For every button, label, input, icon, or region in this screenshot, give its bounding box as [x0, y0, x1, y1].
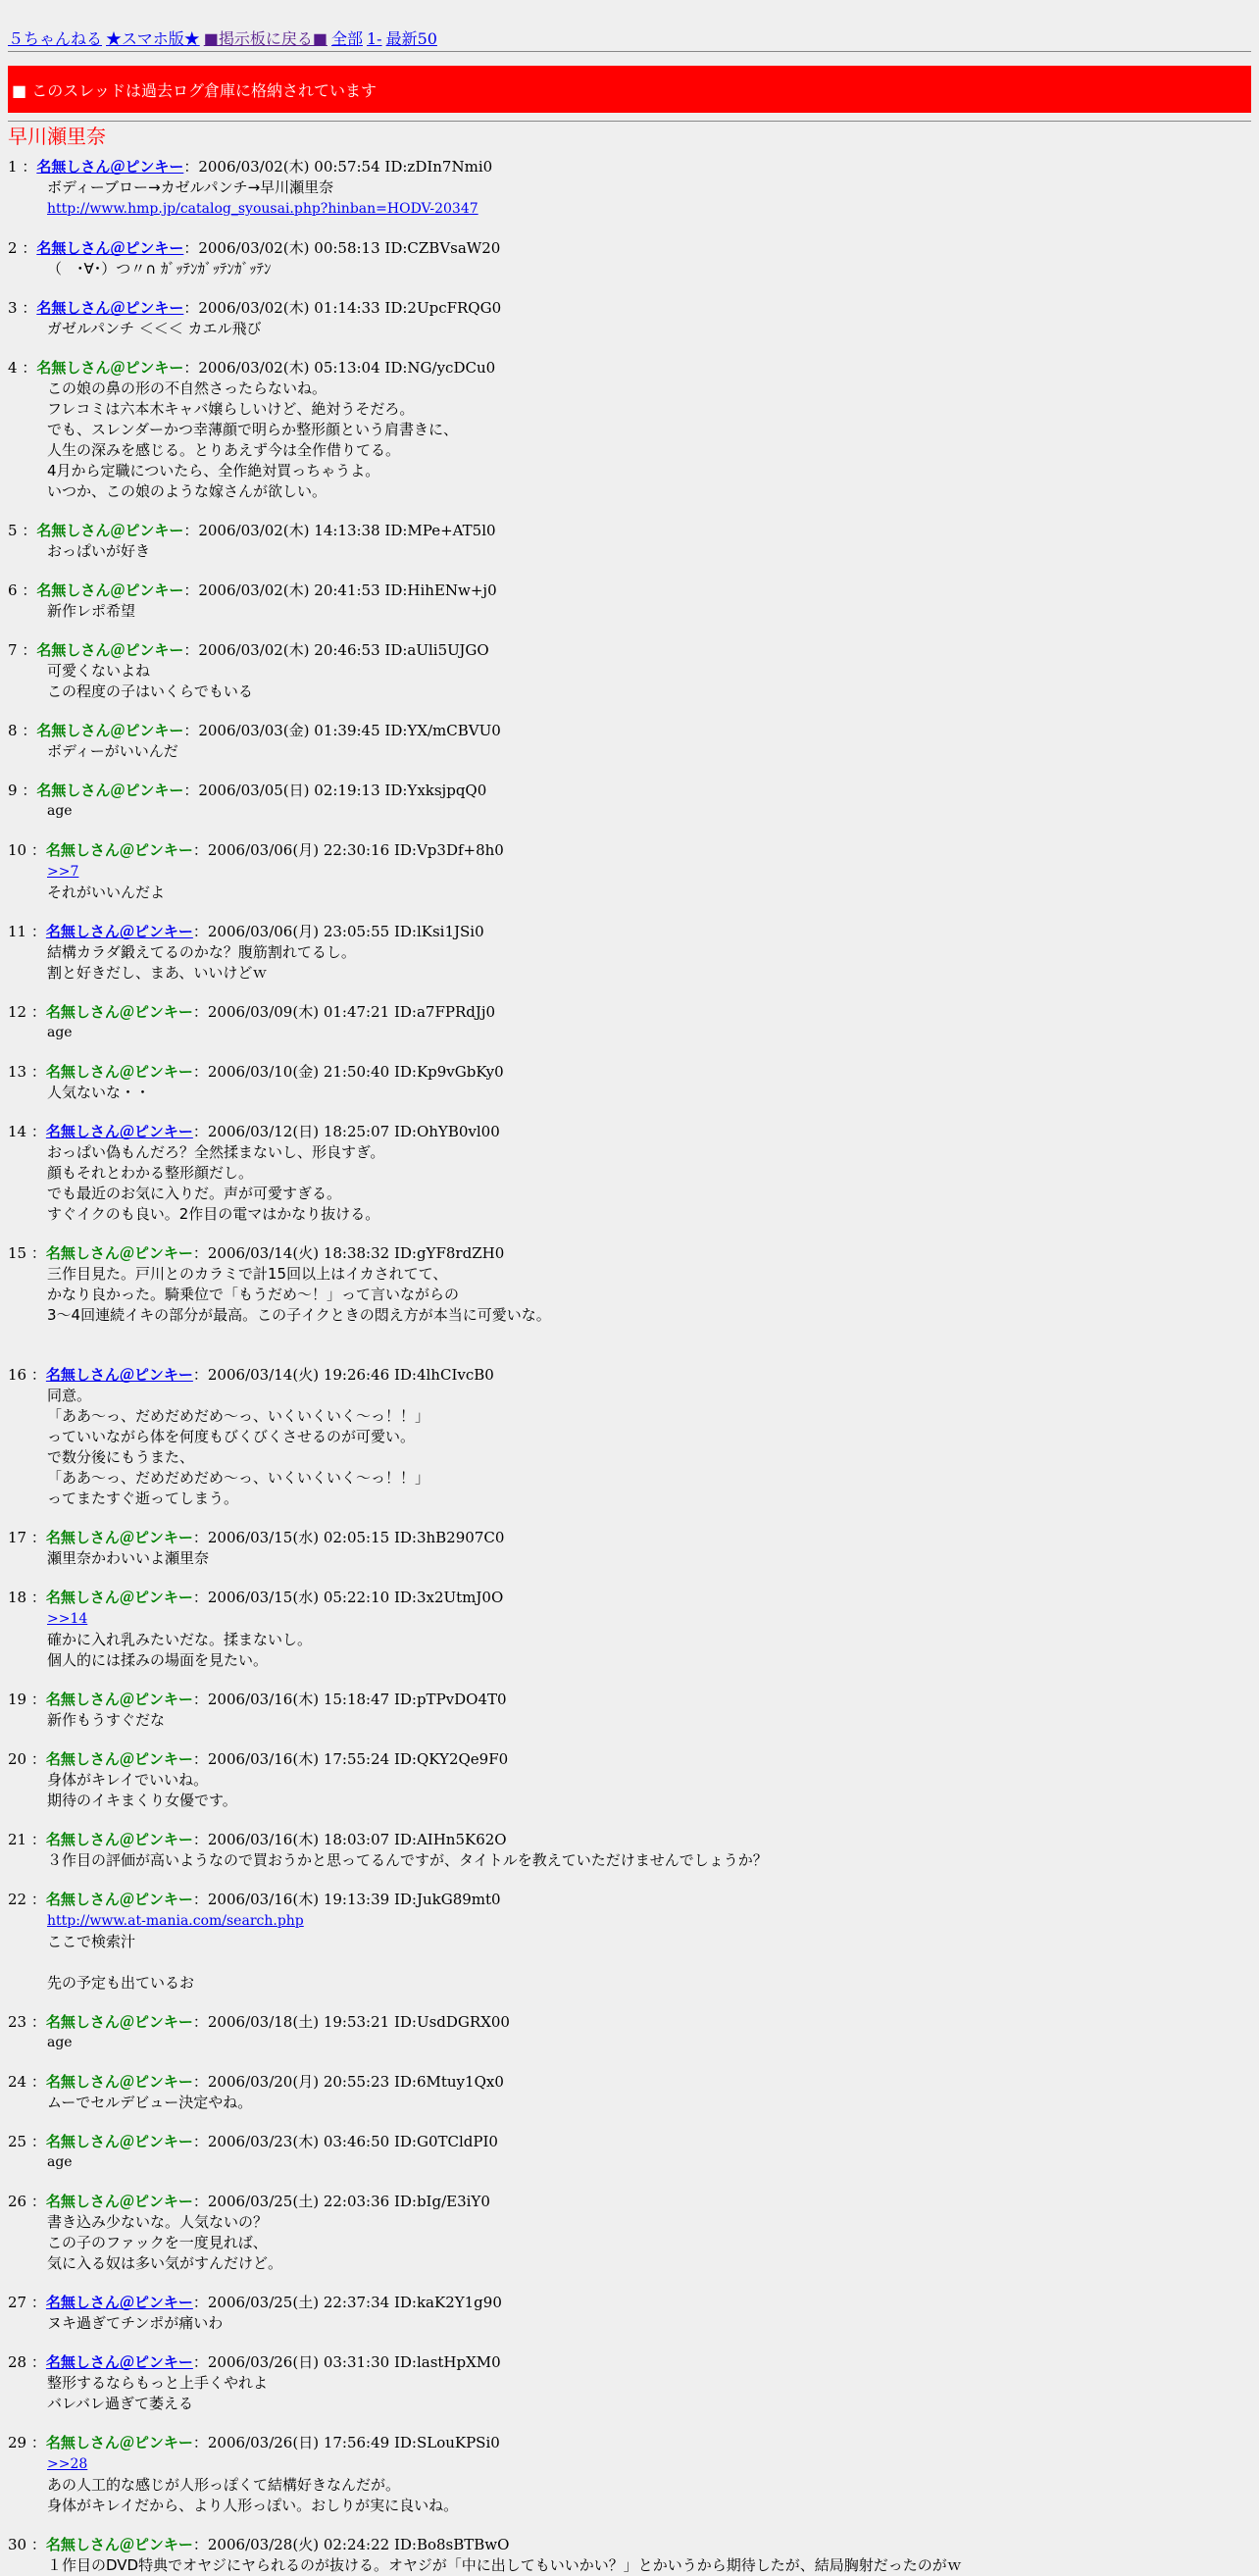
post: [8, 840, 1251, 903]
post-body: [47, 661, 1251, 702]
post-body: [47, 1083, 1251, 1103]
post-meta: ：2006/03/06(月) 23:05:55 ID:lKsi1JSi0: [192, 923, 484, 940]
post-line: age: [47, 2035, 73, 2050]
post-line: 同意。: [47, 1387, 92, 1404]
post-line: 書き込み少ないな。人気ないの？: [47, 2213, 269, 2231]
post-line: [47, 198, 1251, 220]
post-body: [47, 741, 1251, 762]
reply-anchor-link[interactable]: >>28: [47, 2456, 88, 2472]
post-header: 23 ：名無しさん＠ピンキー：2006/03/18(土) 19:53:21 ID:UsdDGRX00: [8, 2013, 510, 2031]
post: [8, 781, 1251, 822]
post-number: 8: [8, 722, 18, 739]
post-number: 13: [8, 1063, 27, 1081]
poster-name: 名無しさん＠ピンキー: [36, 641, 184, 659]
post-meta: ：2006/03/02(木) 20:46:53 ID:aUli5UJGO: [183, 641, 489, 659]
post-header: 15 ：名無しさん＠ピンキー：2006/03/14(火) 18:38:32 ID:gYF8rdZH0: [8, 1244, 505, 1262]
post-number: 24: [8, 2073, 27, 2091]
post-body: [47, 801, 1251, 822]
post-number: 10: [8, 841, 27, 859]
poster-name: 名無しさん＠ピンキー: [36, 522, 184, 539]
post-body: [47, 2453, 1251, 2516]
post-meta: ：2006/03/15(水) 05:22:10 ID:3x2UtmJ0O: [192, 1589, 504, 1606]
post: [8, 2132, 1251, 2173]
post-line: バレバレ過ぎて萎える: [47, 2395, 193, 2412]
post-line: 先の予定も出ているお: [47, 1974, 195, 1992]
post-number: 29: [8, 2434, 27, 2451]
post-header: 12 ：名無しさん＠ピンキー：2006/03/09(木) 01:47:21 ID:a7FPRdJj0: [8, 1003, 496, 1021]
post-number: 16: [8, 1366, 27, 1384]
post-line: 新作もうすぐだな: [47, 1711, 166, 1729]
post-header: 17 ：名無しさん＠ピンキー：2006/03/15(水) 02:05:15 ID:3hB2907C0: [8, 1529, 505, 1546]
poster-name: 名無しさん＠ピンキー: [45, 1891, 193, 1908]
post: [8, 1528, 1251, 1569]
post-meta: ：2006/03/25(土) 22:37:34 ID:kaK2Y1g90: [192, 2294, 502, 2311]
post-header: 22 ：名無しさん＠ピンキー：2006/03/16(木) 19:13:39 ID:JukG89mt0: [8, 1891, 501, 1908]
poster-name[interactable]: 名無しさん＠ピンキー: [36, 158, 184, 176]
post-meta: ：2006/03/14(火) 18:38:32 ID:gYF8rdZH0: [192, 1244, 505, 1262]
post-line: 4月から定職についたら、全作絶対買っちゃうよ。: [47, 462, 380, 480]
poster-name: 名無しさん＠ピンキー: [45, 1244, 193, 1262]
url-link[interactable]: http://www.at-mania.com/search.php: [47, 1913, 304, 1929]
archive-notice-text: ■ このスレッドは過去ログ倉庫に格納されています: [12, 80, 378, 100]
post-header: 3 ：名無しさん＠ピンキー：2006/03/02(木) 01:14:33 ID:2UpcFRQG0: [8, 299, 502, 317]
post-number: 4: [8, 359, 18, 377]
post-line: この子のファックを一度見れば、: [47, 2234, 268, 2251]
post-line: [47, 1910, 1251, 1932]
post-line: age: [47, 2154, 73, 2170]
post-header: 19 ：名無しさん＠ピンキー：2006/03/16(木) 15:18:47 ID:pTPvDO4T0: [8, 1691, 507, 1708]
post-line: すぐイクのも良い。2作目の電マはかなり抜ける。: [47, 1205, 380, 1223]
post: [8, 2293, 1251, 2334]
post-body: [47, 2212, 1251, 2274]
post-number: 19: [8, 1691, 27, 1708]
post-body: [47, 1710, 1251, 1731]
post-line: この程度の子はいくらでもいる: [47, 682, 253, 700]
post: [8, 2433, 1251, 2516]
post: [8, 581, 1251, 622]
post-meta: ：2006/03/02(木) 00:57:54 ID:zDIn7Nmi0: [183, 158, 493, 176]
post-line: [47, 1326, 1251, 1346]
post-line: おっぱいが好き: [47, 542, 151, 560]
reply-anchor-link[interactable]: >>14: [47, 1611, 88, 1627]
post-line: っていいながら体を何度もびくびくさせるのが可愛い。: [47, 1428, 416, 1445]
post-header: 18 ：名無しさん＠ピンキー：2006/03/15(水) 05:22:10 ID:3x2UtmJ0O: [8, 1589, 504, 1606]
post-header: 21 ：名無しさん＠ピンキー：2006/03/16(木) 18:03:07 ID:AIHn5K62O: [8, 1831, 507, 1848]
post-body: [47, 2093, 1251, 2113]
post: [8, 1002, 1251, 1043]
post-line: 整形するならもっと上手くやれよ: [47, 2374, 269, 2392]
post-body: [47, 861, 1251, 903]
post-header: 25 ：名無しさん＠ピンキー：2006/03/23(木) 03:46:50 ID:G0TCldPI0: [8, 2133, 498, 2150]
post-meta: ：2006/03/16(木) 19:13:39 ID:JukG89mt0: [192, 1891, 501, 1908]
post-body: [47, 259, 1251, 279]
poster-name: 名無しさん＠ピンキー: [36, 359, 184, 377]
post-body: [47, 2373, 1251, 2414]
post-number: 25: [8, 2133, 27, 2150]
post-line: 人気ないな・・: [47, 1084, 151, 1101]
post-header: 8 ：名無しさん＠ピンキー：2006/03/03(金) 01:39:45 ID:YX/mCBVU0: [8, 722, 501, 739]
post-body: [47, 319, 1251, 339]
post-body: [47, 1386, 1251, 1509]
post: [8, 157, 1251, 220]
post-meta: ：2006/03/25(土) 22:03:36 ID:bIg/E3iY0: [192, 2193, 490, 2210]
post-meta: ：2006/03/16(木) 15:18:47 ID:pTPvDO4T0: [192, 1691, 507, 1708]
mobile-version-link[interactable]: ★スマホ版★: [106, 29, 200, 48]
post: [8, 1243, 1251, 1346]
post-body: [47, 177, 1251, 220]
divider: [8, 121, 1251, 122]
post-line: かなり良かった。騎乗位で「もうだめ～！」って言いながらの: [47, 1286, 460, 1303]
post-meta: ：2006/03/05(日) 02:19:13 ID:YxksjpqQ0: [183, 782, 487, 799]
poster-name: 名無しさん＠ピンキー: [45, 2073, 193, 2091]
post: [8, 358, 1251, 502]
post-line: [47, 2453, 1251, 2475]
post-number: 17: [8, 1529, 27, 1546]
post-number: 6: [8, 581, 18, 599]
post-number: 30: [8, 2536, 27, 2553]
post: [8, 1062, 1251, 1103]
post: [8, 298, 1251, 339]
post-header: 29 ：名無しさん＠ピンキー：2006/03/26(日) 17:56:49 ID:SLouKPSi0: [8, 2434, 500, 2451]
post-line: [47, 1608, 1251, 1630]
post: [8, 521, 1251, 562]
post-line: ムーでセルデビュー決定やね。: [47, 2094, 253, 2111]
divider: [8, 51, 1251, 52]
post: [8, 2352, 1251, 2414]
post-line: おっぱい偽もんだろ？全然揉まないし、形良すぎ。: [47, 1143, 385, 1161]
post-line: 可愛くないよね: [47, 662, 151, 680]
post: [8, 1122, 1251, 1225]
post-header: 20 ：名無しさん＠ピンキー：2006/03/16(木) 17:55:24 ID:QKY2Qe9F0: [8, 1750, 509, 1768]
post-body: [47, 942, 1251, 984]
top-navigation: [8, 29, 1251, 49]
post-header: 16 ：名無しさん＠ピンキー：2006/03/14(火) 19:26:46 ID:4lhCIvcB0: [8, 1366, 494, 1384]
post-body: [47, 601, 1251, 622]
poster-name: 名無しさん＠ピンキー: [45, 2434, 193, 2451]
show-all-link[interactable]: 全部: [330, 29, 363, 48]
post-number: 5: [8, 522, 18, 539]
post-line: 新作レポ希望: [47, 602, 136, 620]
post-body: [47, 2033, 1251, 2053]
post-number: 26: [8, 2193, 27, 2210]
post-header: 30 ：名無しさん＠ピンキー：2006/03/28(火) 02:24:22 ID:Bo8sBTBwO: [8, 2536, 510, 2553]
post: [8, 2072, 1251, 2113]
post-line: 三作目見た。戸川とのカラミで計15回以上はイカされてて、: [47, 1265, 448, 1283]
post-meta: ：2006/03/02(木) 05:13:04 ID:NG/ycDCu0: [183, 359, 496, 377]
post-body: [47, 1608, 1251, 1671]
post-meta: ：2006/03/16(木) 18:03:07 ID:AIHn5K62O: [192, 1831, 507, 1848]
post-line: ボディーがいいんだ: [47, 742, 178, 760]
range-link[interactable]: 1-: [366, 29, 382, 48]
post-header: 26 ：名無しさん＠ピンキー：2006/03/25(土) 22:03:36 ID:bIg/E3iY0: [8, 2193, 490, 2210]
post-meta: ：2006/03/20(月) 20:55:23 ID:6Mtuy1Qx0: [192, 2073, 504, 2091]
post-header: 27 ：名無しさん＠ピンキー：2006/03/25(土) 22:37:34 ID:kaK2Y1g90: [8, 2294, 502, 2311]
post: [8, 1588, 1251, 1671]
post-line: 身体がキレイでいいね。: [47, 1771, 209, 1789]
post-number: 1: [8, 158, 18, 176]
post-meta: ：2006/03/26(日) 17:56:49 ID:SLouKPSi0: [192, 2434, 500, 2451]
post-line: ガゼルパンチ ＜＜＜ カエル飛び: [47, 320, 262, 337]
post-line: 気に入る奴は多い気がすんだけど。: [47, 2254, 283, 2272]
post-meta: ：2006/03/26(日) 03:31:30 ID:lastHpXM0: [192, 2353, 501, 2371]
post: [8, 2535, 1251, 2576]
post-line: それがいいんだよ: [47, 884, 166, 901]
post-meta: ：2006/03/23(木) 03:46:50 ID:G0TCldPI0: [192, 2133, 498, 2150]
poster-name: 名無しさん＠ピンキー: [45, 2013, 193, 2031]
post: [8, 2192, 1251, 2274]
post-number: 2: [8, 239, 18, 257]
post-number: 3: [8, 299, 18, 317]
post-line: ってまたすぐ逝ってしまう。: [47, 1490, 239, 1507]
latest-50-link[interactable]: 最新50: [385, 29, 437, 48]
post-line: ボディーブロー→カゼルパンチ→早川瀬里奈: [47, 178, 334, 196]
post-header: 7 ：名無しさん＠ピンキー：2006/03/02(木) 20:46:53 ID:aUli5UJGO: [8, 641, 489, 659]
post-line: 確かに入れ乳みたいだな。揉まないし。: [47, 1631, 313, 1648]
poster-name: 名無しさん＠ピンキー: [45, 1063, 193, 1081]
poster-name: 名無しさん＠ピンキー: [45, 2193, 193, 2210]
post-header: 24 ：名無しさん＠ピンキー：2006/03/20(月) 20:55:23 ID:6Mtuy1Qx0: [8, 2073, 504, 2091]
poster-name: 名無しさん＠ピンキー: [45, 1750, 193, 1768]
poster-name: 名無しさん＠ピンキー: [45, 2133, 193, 2150]
post-body: [47, 2313, 1251, 2334]
poster-name: 名無しさん＠ピンキー: [45, 1831, 193, 1848]
post-number: 14: [8, 1123, 27, 1140]
post-meta: ：2006/03/02(木) 14:13:38 ID:MPe+AT5l0: [183, 522, 496, 539]
poster-name: 名無しさん＠ピンキー: [45, 1691, 193, 1708]
post-line: ここで検索汁: [47, 1933, 136, 1950]
post-line: 「ああ～っ、だめだめだめ～っ、いくいくいく～っ！！」: [47, 1407, 430, 1425]
poster-name: 名無しさん＠ピンキー: [36, 722, 184, 739]
post-body: [47, 1548, 1251, 1569]
post-line: 割と好きだし、まあ、いいけどｗ: [47, 964, 268, 982]
post-meta: ：2006/03/14(火) 19:26:46 ID:4lhCIvcB0: [192, 1366, 494, 1384]
post-meta: ：2006/03/02(木) 00:58:13 ID:CZBVsaW20: [183, 239, 501, 257]
post-meta: ：2006/03/02(木) 01:14:33 ID:2UpcFRQG0: [183, 299, 502, 317]
post-number: 18: [8, 1589, 27, 1606]
post-line: この娘の鼻の形の不自然さったらないね。: [47, 379, 327, 397]
post-line: ヌキ過ぎてチンポが痛いわ: [47, 2314, 224, 2332]
back-to-board-link[interactable]: ■掲示板に戻る■: [203, 29, 327, 48]
poster-name: 名無しさん＠ピンキー: [45, 2536, 193, 2553]
post-body: [47, 1850, 1251, 1871]
post-line: 人生の深みを感じる。とりあえず今は全作借りてる。: [47, 441, 401, 459]
post-body: [47, 2555, 1251, 2576]
post-line: age: [47, 1025, 73, 1040]
post-header: 9 ：名無しさん＠ピンキー：2006/03/05(日) 02:19:13 ID:YxksjpqQ0: [8, 782, 487, 799]
poster-name[interactable]: 名無しさん＠ピンキー: [45, 2294, 193, 2311]
post-number: 27: [8, 2294, 27, 2311]
post-number: 12: [8, 1003, 27, 1021]
post-line: で数分後にもうまた、: [47, 1448, 195, 1466]
post-line: フレコミは六本木キャバ嬢らしいけど、絶対うそだろ。: [47, 400, 415, 418]
post: [8, 721, 1251, 762]
post: [8, 1830, 1251, 1871]
post-number: 22: [8, 1891, 27, 1908]
poster-name[interactable]: 名無しさん＠ピンキー: [45, 1366, 193, 1384]
post-header: 5 ：名無しさん＠ピンキー：2006/03/02(木) 14:13:38 ID:MPe+AT5l0: [8, 522, 496, 539]
post-header: 6 ：名無しさん＠ピンキー：2006/03/02(木) 20:41:53 ID:HihENw+j0: [8, 581, 497, 599]
post: [8, 2012, 1251, 2053]
post-meta: ：2006/03/03(金) 01:39:45 ID:YX/mCBVU0: [183, 722, 501, 739]
post-body: [47, 1142, 1251, 1225]
post-number: 21: [8, 1831, 27, 1848]
post: [8, 1365, 1251, 1509]
post: [8, 640, 1251, 702]
board-home-link[interactable]: ５ちゃんねる: [8, 29, 103, 48]
post-header: 1 ：名無しさん＠ピンキー：2006/03/02(木) 00:57:54 ID:zDIn7Nmi0: [8, 158, 493, 176]
poster-name[interactable]: 名無しさん＠ピンキー: [45, 2353, 193, 2371]
post: [8, 1890, 1251, 1994]
post-number: 23: [8, 2013, 27, 2031]
poster-name[interactable]: 名無しさん＠ピンキー: [45, 923, 193, 940]
post-meta: ：2006/03/18(土) 19:53:21 ID:UsdDGRX00: [192, 2013, 510, 2031]
poster-name[interactable]: 名無しさん＠ピンキー: [45, 1123, 193, 1140]
post-line: age: [47, 803, 73, 819]
poster-name: 名無しさん＠ピンキー: [45, 1529, 193, 1546]
post-line: いつか、この娘のような嫁さんが欲しい。: [47, 482, 327, 500]
reply-anchor-link[interactable]: >>7: [47, 864, 79, 880]
poster-name[interactable]: 名無しさん＠ピンキー: [36, 299, 184, 317]
post-line: 3～4回連続イキの部分が最高。この子イクときの悶え方が本当に可愛いな。: [47, 1306, 551, 1324]
poster-name: 名無しさん＠ピンキー: [45, 1589, 193, 1606]
post-line: でも、スレンダーかつ幸薄顔で明らか整形顔という肩書きに、: [47, 421, 459, 438]
post-number: 7: [8, 641, 18, 659]
post-line: 身体がキレイだから、より人形っぽい。おしりが実に良いね。: [47, 2497, 459, 2514]
post-number: 28: [8, 2353, 27, 2371]
archive-notice-banner: [8, 66, 1251, 113]
post-line: 瀬里奈かわいいよ瀬里奈: [47, 1549, 210, 1567]
post-header: 28 ：名無しさん＠ピンキー：2006/03/26(日) 03:31:30 ID:lastHpXM0: [8, 2353, 501, 2371]
post-meta: ：2006/03/12(日) 18:25:07 ID:OhYB0vl00: [192, 1123, 500, 1140]
post-line: あの人工的な感じが人形っぽくて結構好きなんだが。: [47, 2476, 401, 2494]
post-meta: ：2006/03/28(火) 02:24:22 ID:Bo8sBTBwO: [192, 2536, 510, 2553]
post-line: 「ああ～っ、だめだめだめ～っ、いくいくいく～っ！！」: [47, 1469, 430, 1487]
post-line: 結構カラダ鍛えてるのかな？腹筋割れてるし。: [47, 943, 356, 961]
poster-name: 名無しさん＠ピンキー: [36, 581, 184, 599]
post-line: （ ･∀･）つ〃∩ ｶﾞｯﾃﾝｶﾞｯﾃﾝｶﾞｯﾃﾝ: [47, 260, 272, 278]
post-number: 20: [8, 1750, 27, 1768]
post-header: 2 ：名無しさん＠ピンキー：2006/03/02(木) 00:58:13 ID:CZBVsaW20: [8, 239, 501, 257]
post: [8, 1690, 1251, 1731]
post-meta: ：2006/03/06(月) 22:30:16 ID:Vp3Df+8h0: [192, 841, 504, 859]
post-meta: ：2006/03/15(水) 02:05:15 ID:3hB2907C0: [192, 1529, 505, 1546]
post-meta: ：2006/03/10(金) 21:50:40 ID:Kp9vGbKy0: [192, 1063, 504, 1081]
post: [8, 1749, 1251, 1811]
post-number: 15: [8, 1244, 27, 1262]
post: [8, 922, 1251, 984]
post-body: [47, 541, 1251, 562]
post-number: 9: [8, 782, 18, 799]
post-line: 顔もそれとわかる整形顔だし。: [47, 1164, 254, 1182]
post-meta: ：2006/03/02(木) 20:41:53 ID:HihENw+j0: [183, 581, 497, 599]
post-body: [47, 379, 1251, 502]
post-header: 4 ：名無しさん＠ピンキー：2006/03/02(木) 05:13:04 ID:NG/ycDCu0: [8, 359, 496, 377]
post-number: 11: [8, 923, 27, 940]
poster-name: 名無しさん＠ピンキー: [36, 782, 184, 799]
post-header: 14 ：名無しさん＠ピンキー：2006/03/12(日) 18:25:07 ID:OhYB0vl00: [8, 1123, 500, 1140]
post-line: 個人的には揉みの場面を見たい。: [47, 1651, 269, 1669]
post-meta: ：2006/03/16(木) 17:55:24 ID:QKY2Qe9F0: [192, 1750, 509, 1768]
post-body: [47, 1023, 1251, 1043]
post-line: 期待のイキまくり女優です。: [47, 1792, 237, 1809]
post-body: [47, 1910, 1251, 1994]
post-header: 13 ：名無しさん＠ピンキー：2006/03/10(金) 21:50:40 ID:Kp9vGbKy0: [8, 1063, 504, 1081]
post-body: [47, 2152, 1251, 2173]
post-line: [47, 1952, 1251, 1973]
poster-name[interactable]: 名無しさん＠ピンキー: [36, 239, 184, 257]
post-header: 11 ：名無しさん＠ピンキー：2006/03/06(月) 23:05:55 ID:lKsi1JSi0: [8, 923, 484, 940]
post-meta: ：2006/03/09(木) 01:47:21 ID:a7FPRdJj0: [192, 1003, 496, 1021]
post-line: １作目のDVD特典でオヤジにヤられるのが抜ける。オヤジが「中に出してもいいかい？」とかいうから期待したが、結局胸射だったのがｗ: [47, 2556, 962, 2574]
poster-name: 名無しさん＠ピンキー: [45, 841, 193, 859]
post-line: ３作目の評価が高いようなので買おうかと思ってるんですが、タイトルを教えていただけませんでしょうか？: [47, 1851, 768, 1869]
post: [8, 238, 1251, 279]
post-body: [47, 1770, 1251, 1811]
url-link[interactable]: http://www.hmp.jp/catalog_syousai.php?hinban=HODV-20347: [47, 201, 478, 217]
post-list: [8, 157, 1251, 2576]
post-body: [47, 1264, 1251, 1346]
post-header: 10 ：名無しさん＠ピンキー：2006/03/06(月) 22:30:16 ID:Vp3Df+8h0: [8, 841, 504, 859]
post-line: [47, 861, 1251, 883]
poster-name: 名無しさん＠ピンキー: [45, 1003, 193, 1021]
post-line: でも最近のお気に入りだ。声が可愛すぎる。: [47, 1185, 342, 1202]
thread-title: 早川瀬里奈: [8, 125, 106, 148]
